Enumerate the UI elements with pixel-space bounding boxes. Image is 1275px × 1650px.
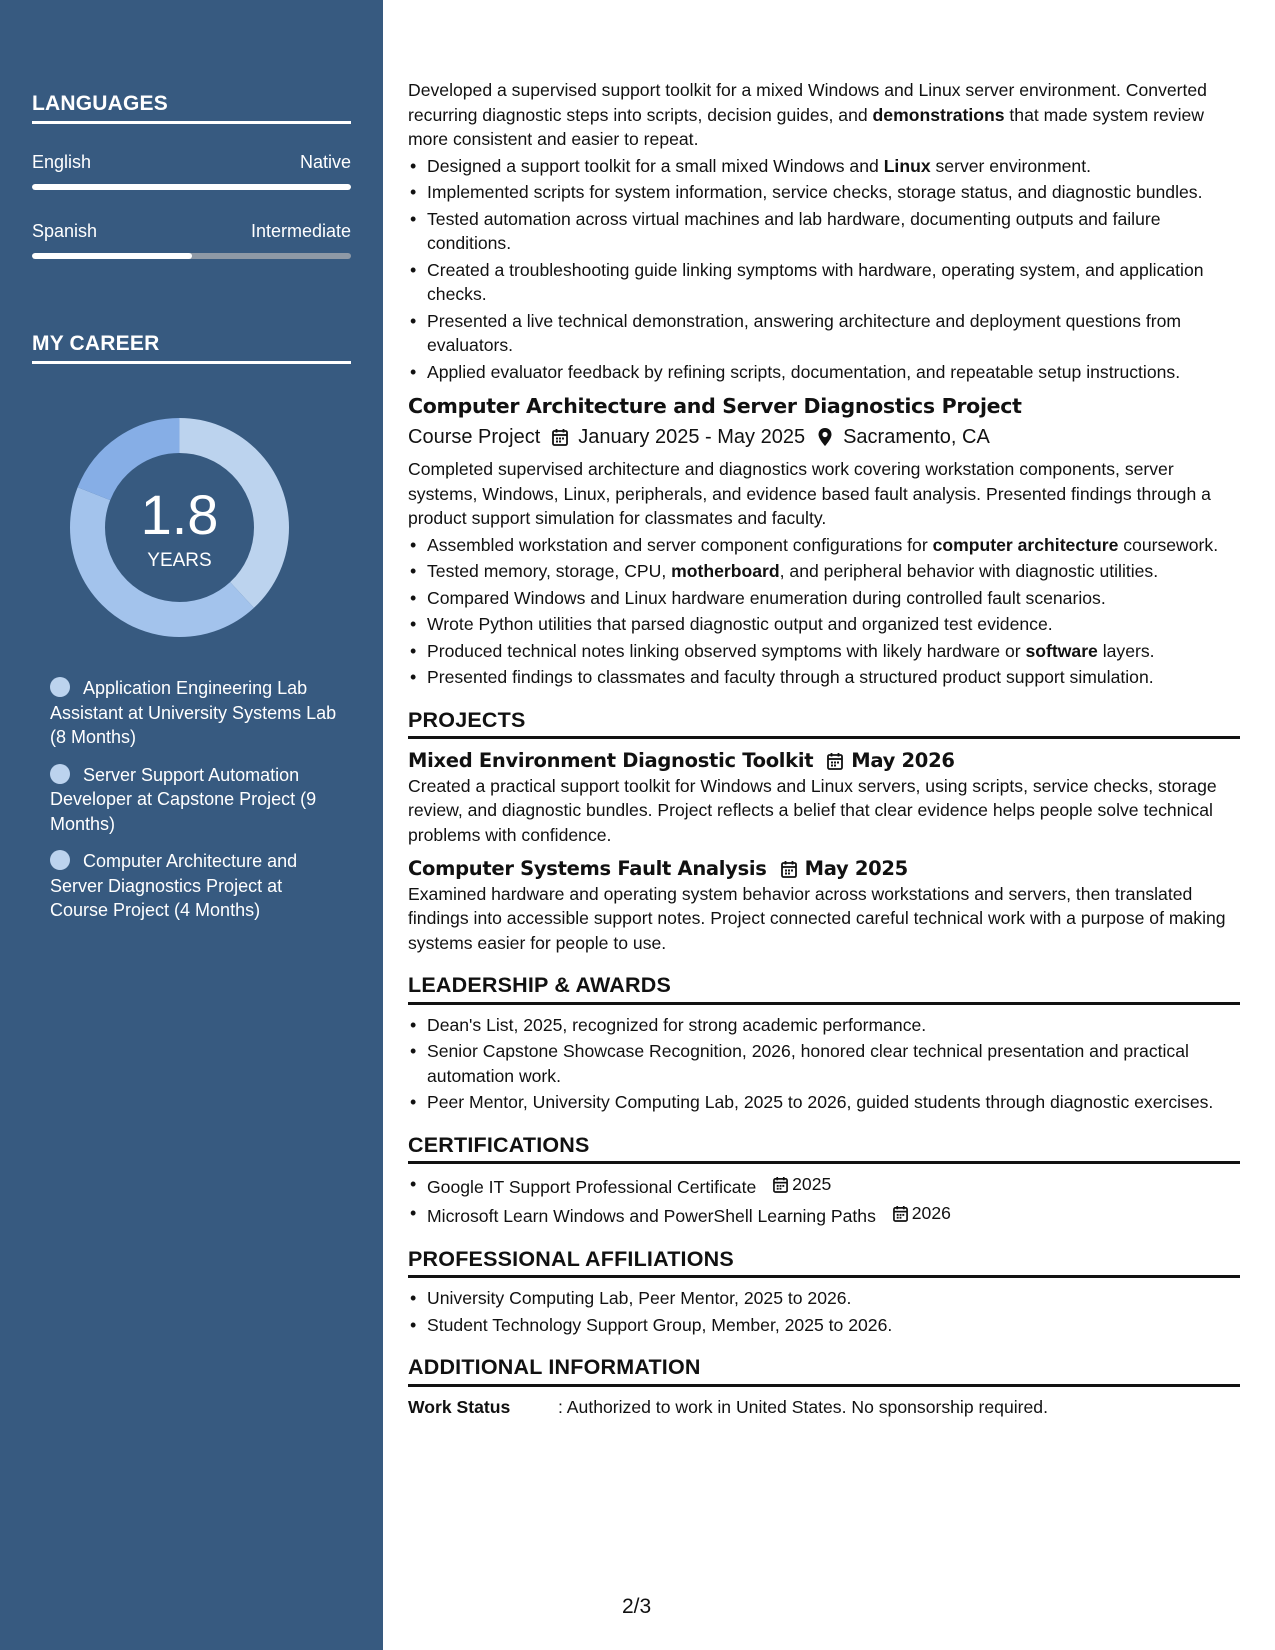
project-header xyxy=(408,857,1240,882)
language-row-english xyxy=(32,152,351,173)
work-status-row xyxy=(408,1395,1240,1420)
job-intro: Completed supervised architecture and diagnostics work covering workstation components, server systems, Windows, Linux, peripherals, and evidence based fault analysis. Presented findings through a product support simulation for classmates and faculty. xyxy=(408,459,1211,528)
certification-date xyxy=(773,1172,831,1197)
legend-dot-icon xyxy=(50,677,70,697)
career-item xyxy=(50,763,340,837)
leadership-list xyxy=(408,1013,1240,1115)
career-item-text: Application Engineering Lab Assistant at University Systems Lab (8 Months) xyxy=(50,678,337,747)
job-bullets xyxy=(408,533,1240,690)
calendar-icon xyxy=(781,860,797,878)
bullet-item: • Applied evaluator feedback by refining scripts, documentation, and repeatable setup instructions. xyxy=(408,360,1240,385)
bullet-item: • Student Technology Support Group, Member, 2025 to 2026. xyxy=(408,1313,1240,1338)
bullet-item xyxy=(408,154,1240,179)
legend-dot-icon xyxy=(50,764,70,784)
language-bar-fill xyxy=(32,184,351,190)
certification-year: 2026 xyxy=(911,1203,951,1224)
project-name: Computer Systems Fault Analysis xyxy=(408,857,767,880)
certifications-title: CERTIFICATIONS xyxy=(408,1133,1240,1165)
career-item-text: Server Support Automation Developer at Capstone Project (9 Months) xyxy=(50,764,317,834)
text: server environment. xyxy=(930,155,1091,176)
bullet-item: • Tested automation across virtual machines and lab hardware, documenting outputs and failure conditions. xyxy=(408,207,1240,256)
language-level: Intermediate xyxy=(250,221,351,241)
certification-name: Google IT Support Professional Certificate xyxy=(427,1176,757,1197)
career-item xyxy=(50,849,340,923)
certification-name: Microsoft Learn Windows and PowerShell Learning Paths xyxy=(427,1206,876,1226)
text: coursework. xyxy=(1118,534,1219,555)
bullet-item: • Compared Windows and Linux hardware enumeration during controlled fault scenarios. xyxy=(408,586,1240,611)
bullet-item: • Presented findings to classmates and faculty through a structured product support simulation. xyxy=(408,665,1240,690)
affiliations-title: PROFESSIONAL AFFILIATIONS xyxy=(408,1247,1240,1279)
career-donut-chart xyxy=(67,415,292,640)
bullet-item: • Implemented scripts for system information, service checks, storage status, and diagnostic bundles. xyxy=(408,180,1240,205)
bold-keyword: Linux xyxy=(883,155,931,176)
text: Produced technical notes linking observed symptoms with likely hardware or xyxy=(427,640,1026,661)
job-org: Course Project xyxy=(408,425,541,448)
calendar-icon xyxy=(552,428,568,446)
project-header xyxy=(408,749,1240,774)
text: Designed a support toolkit for a small mixed Windows and xyxy=(427,155,884,176)
text: layers. xyxy=(1097,640,1155,661)
additional-title: ADDITIONAL INFORMATION xyxy=(408,1355,1240,1387)
main-content xyxy=(408,78,1240,1419)
career-years-unit: YEARS xyxy=(147,550,212,571)
legend-dot-icon xyxy=(50,850,70,870)
experience-bullets xyxy=(408,154,1240,385)
bold-keyword: computer architecture xyxy=(932,534,1119,555)
text: Assembled workstation and server component configurations for xyxy=(427,534,933,555)
bullet-item: • Wrote Python utilities that parsed diagnostic output and organized test evidence. xyxy=(408,612,1240,637)
bold-keyword: demonstrations xyxy=(872,104,1005,125)
certification-date xyxy=(893,1201,951,1226)
career-years-value: 1.8 xyxy=(140,483,219,546)
affiliations-list xyxy=(408,1286,1240,1337)
leadership-title: LEADERSHIP & AWARDS xyxy=(408,973,1240,1005)
sidebar xyxy=(0,0,383,1650)
donut-center xyxy=(67,415,292,640)
experience-intro xyxy=(408,78,1240,152)
project-item xyxy=(408,857,1240,955)
language-bar-fill xyxy=(32,253,192,259)
bullet-item xyxy=(408,533,1240,558)
project-desc: Created a practical support toolkit for Windows and Linux servers, using scripts, service checks, storage review, and diagnostic bundles. Project reflects a belief that clear evidence helps people solve technical problems with confidence. xyxy=(408,775,1217,845)
calendar-icon xyxy=(893,1205,908,1222)
bullet-item: • Peer Mentor, University Computing Lab, 2025 to 2026, guided students through diagnostic exercises. xyxy=(408,1090,1240,1115)
certification-item xyxy=(408,1201,1240,1228)
job-title: Computer Architecture and Server Diagnostics Project xyxy=(408,394,1022,418)
job-dates: January 2025 - May 2025 xyxy=(578,425,806,448)
bullet-item xyxy=(408,559,1240,584)
language-name: English xyxy=(32,152,92,172)
project-date: May 2026 xyxy=(851,749,955,772)
career-title: MY CAREER xyxy=(32,332,351,364)
calendar-icon xyxy=(773,1176,788,1193)
text: that made system review more consistent and easier to repeat. xyxy=(408,104,1204,149)
job-meta xyxy=(408,425,1240,450)
language-level: Native xyxy=(299,152,351,172)
language-bar-spanish xyxy=(32,253,351,259)
language-row-spanish xyxy=(32,221,351,242)
map-pin-icon xyxy=(817,427,833,447)
work-status-value: : Authorized to work in United States. No sponsorship required. xyxy=(558,1396,1048,1417)
certification-year: 2025 xyxy=(792,1174,832,1194)
language-bar-english xyxy=(32,184,351,190)
text: Developed a supervised support toolkit for a mixed Windows and Linux server environment. Converted recurring diagnostic steps into scripts, decision guides, and xyxy=(408,80,1207,125)
job-location: Sacramento, CA xyxy=(843,425,990,448)
language-name: Spanish xyxy=(32,221,98,241)
languages-title: LANGUAGES xyxy=(32,92,351,124)
projects-title: PROJECTS xyxy=(408,708,1240,740)
bold-keyword: motherboard xyxy=(671,561,780,581)
project-desc: Examined hardware and operating system behavior across workstations and servers, then translated findings into accessible support notes. Project connected careful technical work with a purpose of making systems easier for people to use. xyxy=(408,883,1226,953)
bullet-item: • Presented a live technical demonstration, answering architecture and deployment questions from evaluators. xyxy=(408,309,1240,358)
career-item-text: Computer Architecture and Server Diagnostics Project at Course Project (4 Months) xyxy=(50,851,298,920)
career-item xyxy=(50,676,340,750)
bullet-item: • Created a troubleshooting guide linking symptoms with hardware, operating system, and application checks. xyxy=(408,258,1240,307)
bullet-item: • Senior Capstone Showcase Recognition, 2026, honored clear technical presentation and practical automation work. xyxy=(408,1039,1240,1088)
certifications-list xyxy=(408,1172,1240,1229)
project-name: Mixed Environment Diagnostic Toolkit xyxy=(408,749,814,772)
project-date: May 2025 xyxy=(804,857,908,880)
bullet-item: • Dean's List, 2025, recognized for strong academic performance. xyxy=(408,1013,1240,1038)
calendar-icon xyxy=(827,752,843,770)
certification-item xyxy=(408,1172,1240,1199)
text: , and peripheral behavior with diagnostic utilities. xyxy=(779,561,1159,581)
text: Tested memory, storage, CPU, xyxy=(427,561,672,581)
bullet-item xyxy=(408,639,1240,664)
project-item xyxy=(408,749,1240,847)
work-status-label: Work Status xyxy=(408,1396,511,1417)
career-list xyxy=(50,676,340,936)
page-number: 2/3 xyxy=(622,1595,652,1618)
bold-keyword: software xyxy=(1025,640,1098,661)
bullet-item: • University Computing Lab, Peer Mentor, 2025 to 2026. xyxy=(408,1286,1240,1311)
